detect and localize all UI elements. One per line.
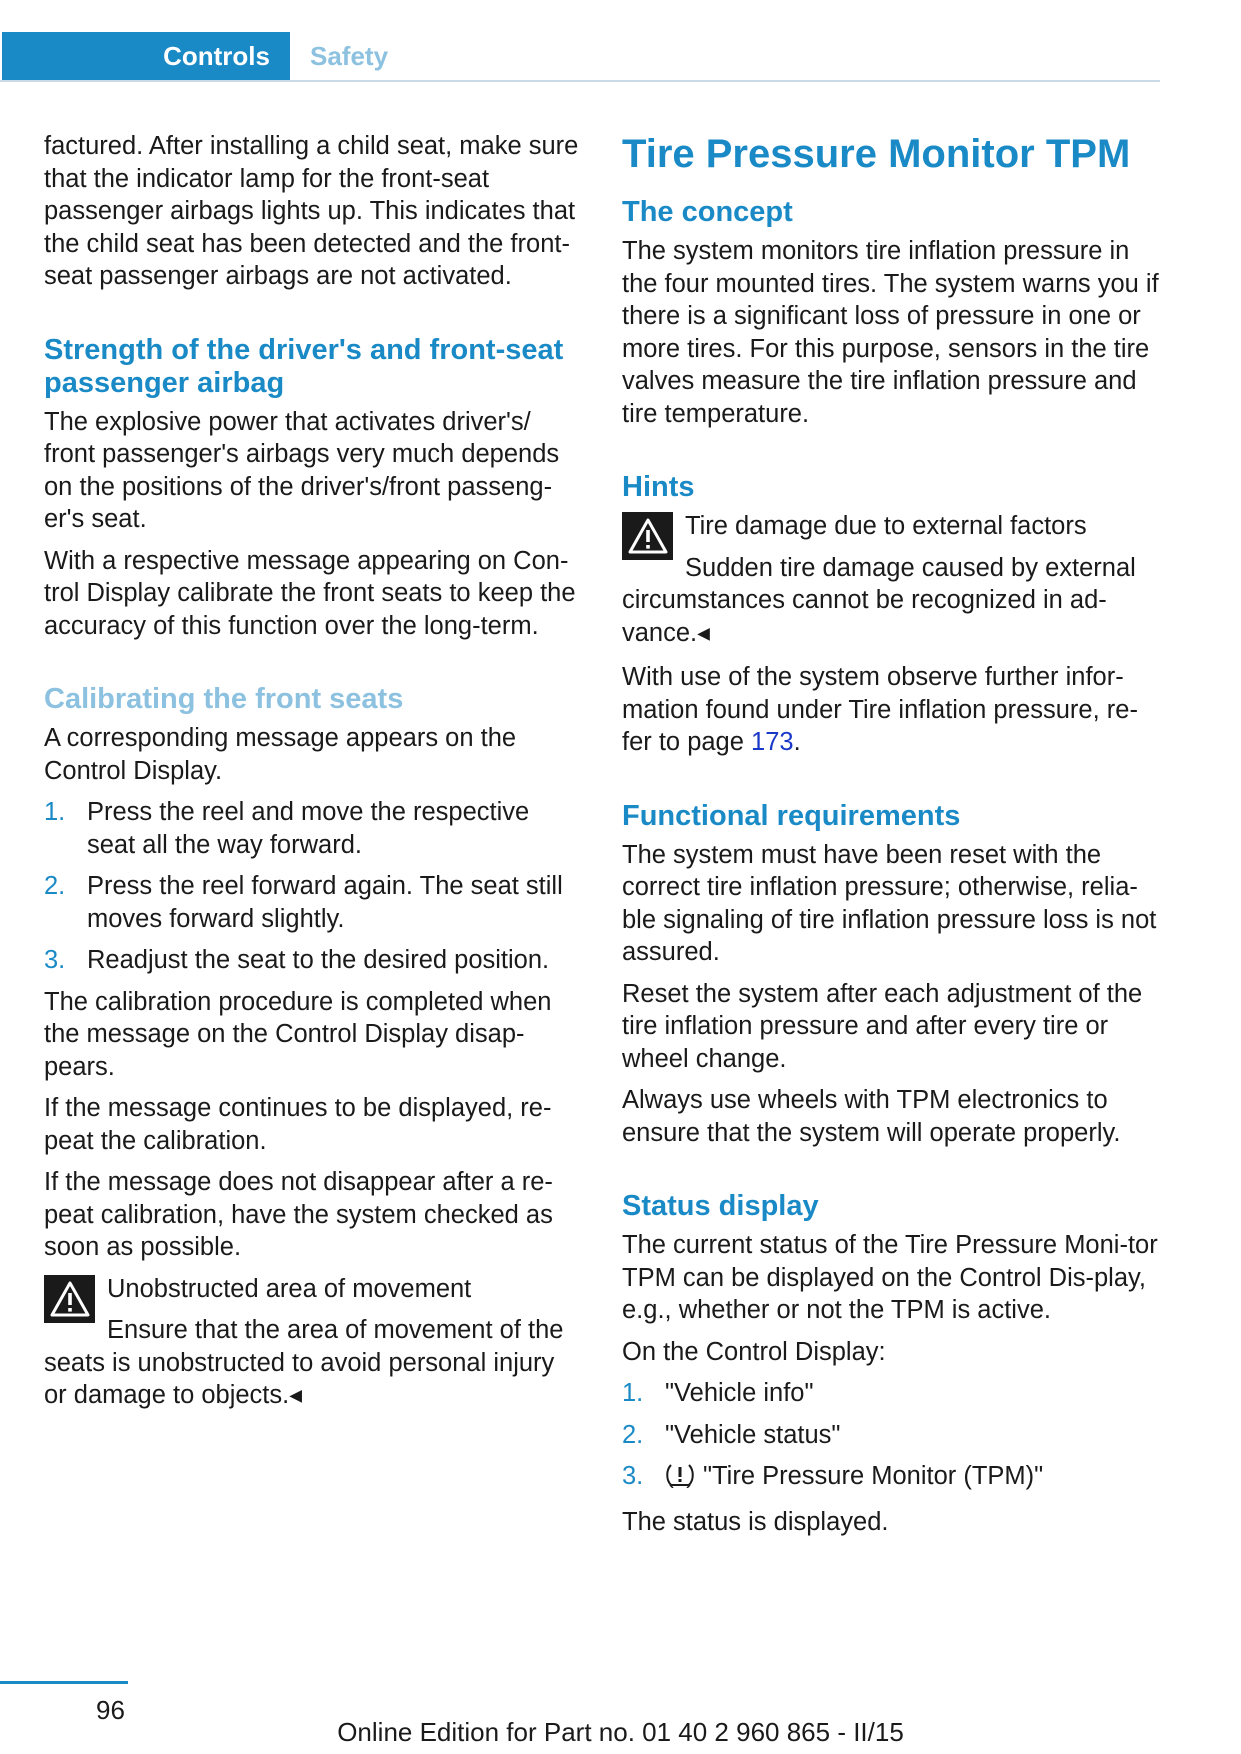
hints-text-end: . <box>793 728 801 756</box>
warning-title: Unobstructed area of movement <box>107 1274 472 1303</box>
calibration-paragraph-2: The calibration procedure is completed when the message on the Control Display disap‐pears. <box>44 987 552 1081</box>
warning-triangle-icon <box>44 1275 95 1323</box>
step-number: 1. <box>44 798 66 826</box>
status-display-heading: Status display <box>622 1190 819 1222</box>
edition-note: Online Edition for Part no. 01 40 2 960 865 - II/15 <box>337 1717 904 1747</box>
step-text: "Vehicle status" <box>665 1420 841 1449</box>
footer-rule <box>0 1681 128 1684</box>
step-text: Readjust the seat to the desired position. <box>87 946 550 974</box>
step-number: 2. <box>622 1420 644 1449</box>
status-paragraph-1: The current status of the Tire Pressure Moni‐tor TPM can be displayed on the Control Dis‐play, e.g., whether or not the TPM is active. <box>622 1231 1158 1324</box>
concept-heading: The concept <box>622 196 793 228</box>
calibration-heading: Calibrating the front seats <box>44 683 404 715</box>
warning-text: Ensure that the area of movement of the seats is unobstructed to avoid personal injury or damage to objects.◂ <box>44 1316 564 1409</box>
list-item <box>622 1419 1162 1452</box>
list-item <box>622 1460 1162 1497</box>
list-item <box>44 944 584 977</box>
section-title: Tire Pressure Monitor TPM <box>622 132 1131 176</box>
right-column <box>622 130 1162 1547</box>
warning-triangle-icon <box>622 512 673 560</box>
step-text: Press the reel forward again. The seat still moves forward slightly. <box>87 872 563 933</box>
tab-safety[interactable]: Safety <box>310 40 389 71</box>
list-item <box>44 796 584 861</box>
step-text: Press the reel and move the respective seat all the way forward. <box>87 798 530 859</box>
list-item <box>44 870 584 935</box>
step-text: "Tire Pressure Monitor (TPM)" <box>703 1462 1044 1490</box>
page-reference-link[interactable]: 173 <box>751 728 794 756</box>
strength-paragraph-1: The explosive power that activates driver's/ front passenger's airbags very much depends on the positions of the driver's/front passeng‐er's seat. <box>44 407 560 533</box>
status-paragraph-3: The status is displayed. <box>622 1507 889 1536</box>
functional-paragraph-2: Reset the system after each adjustment of the tire inflation pressure and after every tire or wheel change. <box>622 979 1143 1073</box>
hints-heading: Hints <box>622 471 695 503</box>
page-number: 96 <box>96 1695 125 1725</box>
calibration-paragraph-4: If the message does not disappear after a re‐peat calibration, have the system checked as soon as possible. <box>44 1168 553 1261</box>
left-column <box>44 130 584 1424</box>
status-paragraph-2: On the Control Display: <box>622 1337 886 1366</box>
step-number: 3. <box>44 946 66 974</box>
functional-requirements-heading: Functional requirements <box>622 799 961 832</box>
hints-paragraph <box>622 661 1162 759</box>
intro-paragraph: factured. After installing a child seat, make sure that the indicator lamp for the front-seat passenger airbags lights up. This indicates that the child seat has been detected and the front-seat passenger airbags are not activated. <box>44 132 579 290</box>
step-number: 3. <box>622 1462 644 1490</box>
functional-paragraph-1: The system must have been reset with the correct tire inflation pressure; otherwise, relia‐ble signaling of tire inflation pressure loss is not assured. <box>622 840 1157 966</box>
tire-pressure-icon <box>665 1462 695 1497</box>
calibration-paragraph-3: If the message continues to be displayed, re‐peat the calibration. <box>44 1094 552 1155</box>
concept-paragraph: The system monitors tire inflation pressure in the four mounted tires. The system warns you if there is a significant loss of pressure in one or more tires. For this purpose, sensors in the tire valves measure the tire inflation pressure and tire temperature. <box>622 237 1159 428</box>
header-tab-bar <box>0 32 1160 82</box>
list-item <box>622 1377 1162 1410</box>
calibration-steps <box>44 796 584 977</box>
warning-box-tire-damage <box>622 510 1162 649</box>
step-number: 1. <box>622 1379 644 1407</box>
warning-text: Sudden tire damage caused by external circumstances cannot be recognized in ad‐vance.◂ <box>622 553 1136 647</box>
strength-heading: Strength of the driver's and front-seat passenger airbag <box>44 333 564 399</box>
warning-title: Tire damage due to external factors <box>685 512 1087 540</box>
status-steps <box>622 1377 1162 1497</box>
warning-box-movement <box>44 1273 584 1412</box>
functional-paragraph-3: Always use wheels with TPM electronics to ensure that the system will operate properly. <box>622 1086 1121 1147</box>
step-text: "Vehicle info" <box>665 1379 814 1407</box>
step-number: 2. <box>44 872 66 900</box>
strength-paragraph-2: With a respective message appearing on Con‐trol Display calibrate the front seats to keep the accuracy of this function over the long‐term. <box>44 546 576 640</box>
tab-controls[interactable]: Controls <box>2 32 290 80</box>
calibration-paragraph-1: A corresponding message appears on the Control Display. <box>44 724 517 785</box>
hints-text: With use of the system observe further infor‐mation found under Tire inflation pressure, re‐fer to page <box>622 663 1138 756</box>
